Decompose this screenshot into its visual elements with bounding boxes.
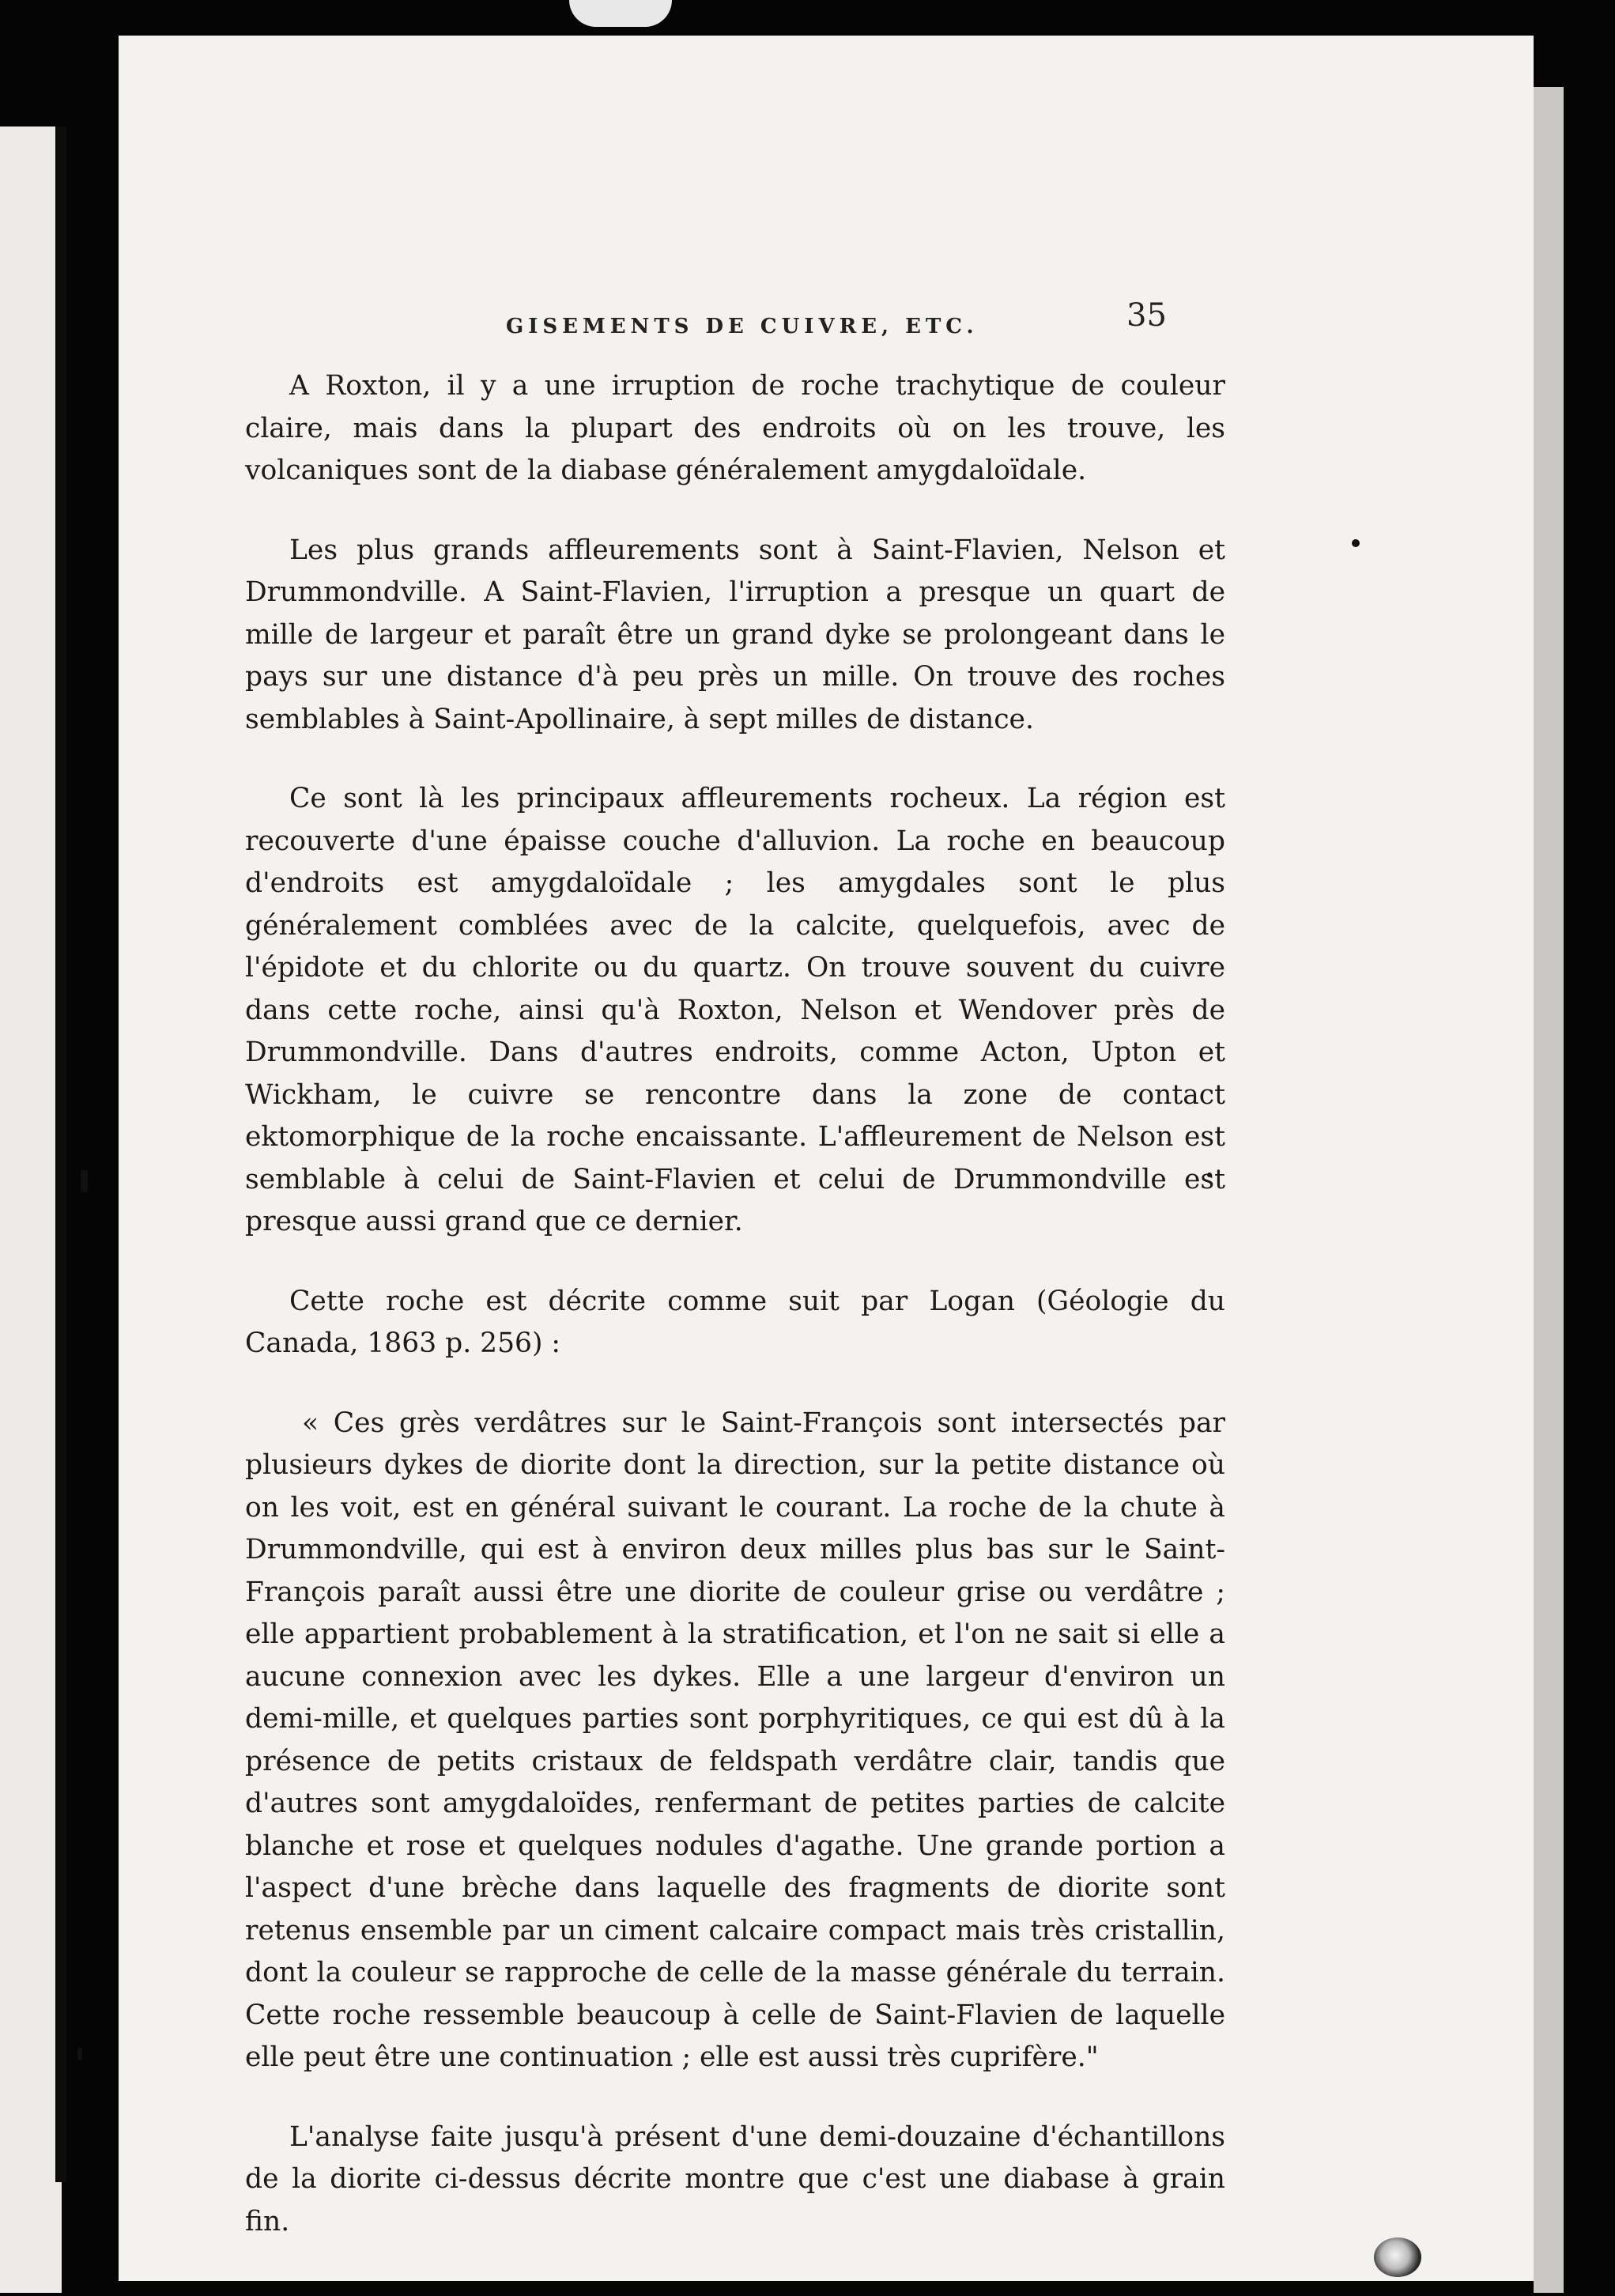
margin-dot <box>1352 539 1360 547</box>
paragraph: Ce sont là les principaux affleurements rocheux. La région est recouverte d'une épaisse couche d'alluvion. La roche en beaucoup d'endroits est amygdaloïdale ; les amygdales sont le plus généralement comblées avec de la calcite, quelquefois, avec de l'épidote et du chlorite ou du quartz. On trouve souvent du cuivre dans cette roche, ainsi qu'à Roxton, Nelson et Wendover près de Drummondville. Dans d'autres endroits, comme Acton, Upton et Wickham, le cuivre se rencontre dans la zone de contact ektomorphique de la roche encaissante. L'affleurement de Nelson est semblable à celui de Saint-Flavien et celui de Drummondville est presque aussi grand que ce dernier. <box>245 783 1225 1237</box>
page-stack-edge <box>1534 87 1564 2293</box>
body-text <box>245 365 1225 2280</box>
corner-stamp <box>1374 2237 1421 2277</box>
running-header: GISEMENTS DE CUIVRE, ETC. <box>506 315 979 338</box>
paragraph: A Roxton, il y a une irruption de roche trachytique de couleur claire, mais dans la plupart des endroits où on les trouve, les volcaniques sont de la diabase généralement amygdaloïdale. <box>245 370 1225 486</box>
paragraph: L'analyse faite jusqu'à présent d'une demi-douzaine d'échantillons de la diorite ci-dessus décrite montre que c'est une diabase à grain fin. <box>245 2120 1225 2237</box>
quotation: « Ces grès verdâtres sur le Saint-François sont intersectés par plusieurs dykes de diorite dont la direction, sur la petite distance où on les voit, est en général suivant le courant. La roche de la chute à Drummondville, qui est à environ deux milles plus bas sur le Saint-François paraît aussi être une diorite de couleur grise ou verdâtre ; elle appartient probablement à la stratification, et l'on ne sait si elle a aucune connexion avec les dykes. Elle a une largeur d'environ un demi-mille, et quelques parties sont porphyritiques, ce qui est dû à la présence de petits cristaux de feldspath verdâtre clair, tandis que d'autres sont amygdaloïdes, renfermant de petites parties de calcite blanche et rose et quelques nodules d'agathe. Une grande portion a l'aspect d'une brèche dans laquelle des fragments de diorite sont retenus ensemble par un ciment calcaire compact mais très cristallin, dont la couleur se rapproche de celle de la masse générale du terrain. Cette roche ressemble beaucoup à celle de Saint-Flavien de laquelle elle peut être une continuation ; elle est aussi très cuprifère." <box>245 1407 1225 2073</box>
paragraph: Les plus grands affleurements sont à Saint-Flavien, Nelson et Drummondville. A Saint-Flavien, l'irruption a presque un quart de mille de largeur et paraît être un grand dyke se prolongeant dans le pays sur une distance d'à peu près un mille. On trouve des roches semblables à Saint-Apollinaire, à sept milles de distance. <box>245 534 1225 735</box>
page-number: 35 <box>1126 297 1167 334</box>
facing-page-edge <box>0 127 62 2293</box>
paragraph: Cette roche est décrite comme suit par Logan (Géologie du Canada, 1863 p. 256) : <box>245 1285 1225 1359</box>
binding-shadow <box>55 127 66 2182</box>
margin-mark <box>77 2048 82 2060</box>
scanner-light-spot <box>569 0 672 27</box>
margin-mark <box>81 1170 88 1192</box>
